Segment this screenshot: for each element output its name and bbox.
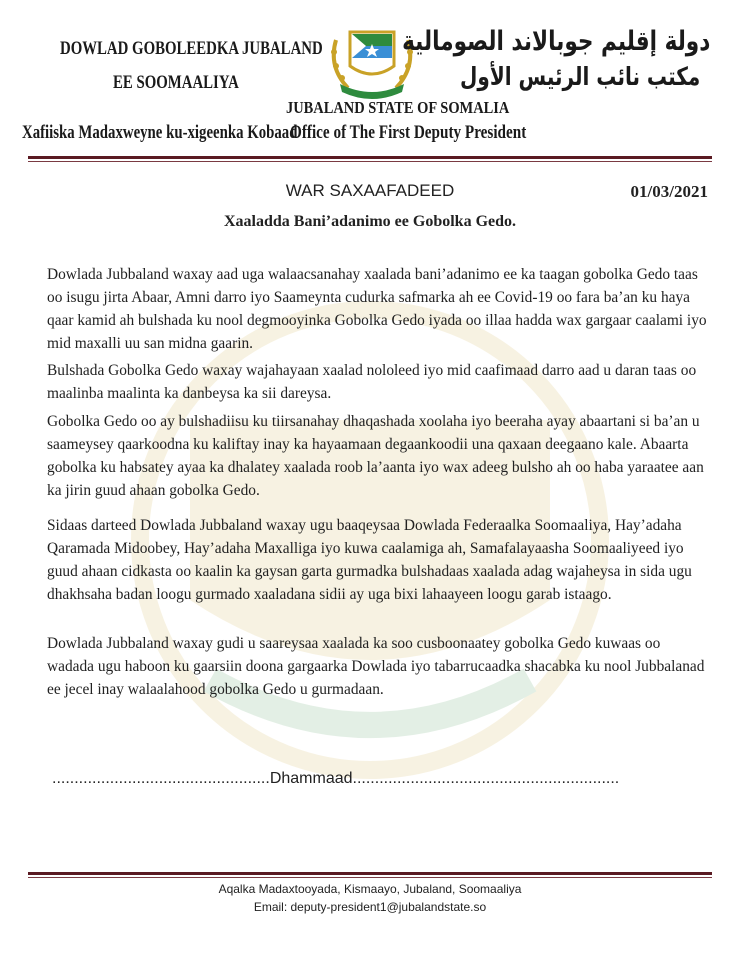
header-office-english: Office of The First Deputy President <box>290 122 527 143</box>
paragraph-2: Bulshada Gobolka Gedo waxay wajahayaan xaalad nololeed iyo mid caafimaad darro aad u daran taas oo maalinba maalinta ka danbeysa ka sii dareysa. <box>47 362 697 402</box>
closing-line: .................................................Dhammaad............................................................ <box>52 770 620 787</box>
paragraph-4: Sidaas darteed Dowlada Jubbaland waxay ugu baaqeysaa Dowlada Federaalka Soomaaliya, Hay’adaha Qaramada Midoobey, Hay’adaha Maxalliga iyo kuwa caalamiga ah, Samafalayaasha Soomaaliyeed iyo guud ahaan cidkasta oo kaalin ka gaysan garta gurmadka bulshadaas xaalada adag wajaheysa in sida ugu dhakhsaha badan loogu gurmado xaaladana sidii ay uga bixi lahaayeen loogu garab istaago. <box>47 517 692 603</box>
footer-rule-thick <box>28 872 712 875</box>
paragraph-5: Dowlada Jubbaland waxay gudi u saareysaa xaalada ka soo cusboonaatey gobolka Gedo kuwaas oo wadada ugu haboon ku gaarsiin doona gargaarka Dowlada iyo tabarrucaadka shacabka ku nool Jubbalanad ee jecel inay walaalahood gobolka Gedo u gurmadaan. <box>47 635 705 698</box>
footer-rule-thin <box>28 877 712 878</box>
document-subtitle: Xaaladda Bani’adanimo ee Gobolka Gedo. <box>223 213 517 230</box>
paragraph-1: Dowlada Jubbaland waxay aad uga walaacsanahay xaalada bani’adanimo ee ka taagan gobolka Gedo taas oo isugu jirta Abaar, Amni darro iyo Saameynta cudurka safmarka ah ee Covid-19 oo fara ba’an ku haya qaar kamid ah bulshada ku nool degmooyinka Gobolka Gedo iyada oo illaa hadda wax gargaar caalami iyo mid maxalli uu san midna gaarin. <box>47 266 707 352</box>
header-rule-thin <box>28 161 712 162</box>
document-date: 01/03/2021 <box>630 182 708 201</box>
document-title: WAR SAXAAFADEED <box>285 181 455 200</box>
paragraph-3: Gobolka Gedo oo ay bulshadiisu ku tiirsanahay dhaqashada xoolaha iyo beeraha ayay abaartani si ba’an u saameysey qaarkoodna ku kaliftay inay ka hayaamaan degaankoodii una qaxaan deegaano kale. Abaarta gobolka ku habsatey ayaa ka dhalatey xaalada roob la’aanta iyo wax adeeg bulsho ah oo haba yaraatee aan ka jirin guud ahaan gobolka Gedo. <box>47 413 704 499</box>
footer-email: Email: deputy-president1@jubalandstate.so <box>253 900 487 914</box>
header-arabic-line1: دولة إقليم جوبالاند الصومالية <box>401 26 710 57</box>
header-arabic-line2: مكتب نائب الرئيس الأول <box>459 62 700 91</box>
header-rule-thick <box>28 156 712 159</box>
header-left-line1: DOWLAD GOBOLEEDKA JUBALAND <box>60 38 323 59</box>
header-left-line2: EE SOOMAALIYA <box>113 72 239 93</box>
header-state-name: JUBALAND STATE OF SOMALIA <box>286 98 510 117</box>
header-office-somali: Xafiiska Madaxweyne ku-xigeenka Kobaad <box>22 122 298 143</box>
footer-address: Aqalka Madaxtooyada, Kismaayo, Jubaland, Soomaaliya <box>218 882 522 896</box>
